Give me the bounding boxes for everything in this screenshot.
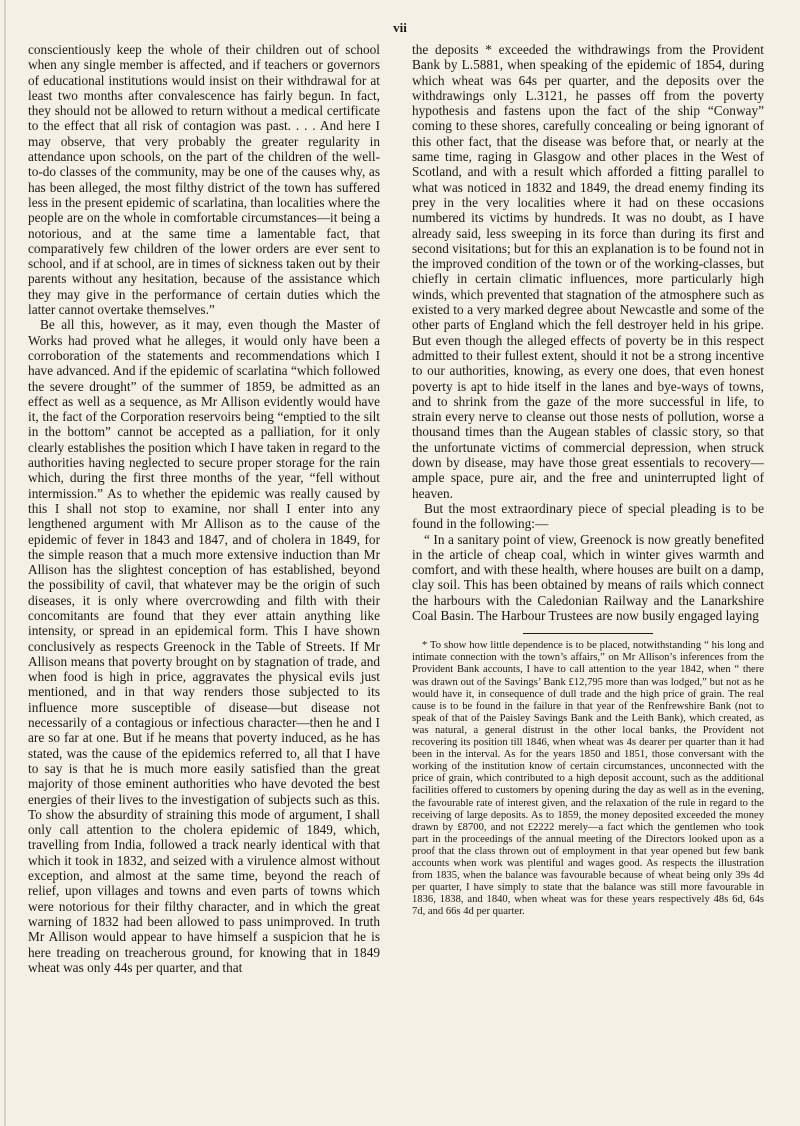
- right-paragraph-1: the deposits * exceeded the withdrawings from the Provident Bank by L.5881, when speaking of the epidemic of 1854, during which wheat was 64s per quarter, and the deposits over the withdrawings only L.3121, he passes off from the poverty hypothesis and fastens upon the fact of the ship “Conway” coming to these shores, carefully concealing or being ignorant of this other fact, that the disease was before that, or nearly at the same time, raging in Glasgow and other places in the West of Scotland, and with a result which afforded a fitting parallel to what was noticed in 1832 and 1849, the dread enemy finding its prey in the very localities where it had on these occasions numbered its victims by hundreds. It was no doubt, as I have already said, less sweeping in its force than during its first and second visitations; but for this an explanation is to be found not in the improved condition of the town or of the working-classes, but chiefly in certain climatic influences, more particularly high winds, which prevented that stagnation of the atmosphere such as existed to a very marked degree about Newcastle and some of the other parts of England which the fell destroyer held in his gripe. But even though the alleged effects of poverty be in this respect admitted to their fullest extent, should it not be a strong incentive to our authorities, knowing, as every one does, that even honest poverty is apt to hide itself in the lanes and bye-ways of towns, and to shrink from the gaze of the more successful in life, to strain every nerve to cleanse out those nests of pollution, worse a thousand times than the Augean stables of classic story, so that the unfortunate victims of commercial depression, when struck down by disease, may have those great essentials to recovery—ample space, pure air, and the free and uninterrupted light of heaven.: [412, 42, 764, 501]
- right-quotation: “ In a sanitary point of view, Greenock is now greatly benefited in the article of cheap coal, which in winter gives warmth and comfort, and with these health, where houses are built on a damp, clay soil. This has been obtained by means of rails which connect the harbours with the Caledonian Railway and the Lanarkshire Coal Basin. The Harbour Trustees are now busily engaged laying: [412, 531, 764, 623]
- right-paragraph-2: But the most extraordinary piece of special pleading is to be found in the following:—: [412, 500, 764, 532]
- left-paragraph-1: conscientiously keep the whole of their children out of school when any single member is affected, and if teachers or governors of educational institutions would insist on their withdrawal for at least two months after convalescence has fairly begun. In fact, they should not be allowed to return without a medical certificate to the effect that all risk of contagion was past. . . . And here I may observe, that very probably the greater regularity in attendance upon schools, on the part of the children of the well-to-do classes of the community, may be one of the causes why, as has been alleged, the most filthy district of the town has suffered less in the present epidemic of scarlatina, than localities where the people are on the whole in comfortable circumstances—it being a notorious, and at the same time a lamentable fact, that comparatively few children of the lower orders are ever sent to school, and if at school, are in times of sickness taken out by their parents without any hesitation, because of the assistance which they may give in the performance of certain duties which the latter cannot overtake themselves.”: [28, 42, 380, 318]
- page-gutter-shadow: [4, 0, 6, 1126]
- footnote-divider: [523, 633, 653, 634]
- footnote: * To show how little dependence is to be placed, notwithstanding “ his long and intimate connection with the town’s affairs,” on Mr Allison’s inferences from the Provident Bank accounts, I have to call attention to the year 1842, when “ there was drawn out of the Savings’ Bank £12,795 more than was lodged,” but not as he would have it, in consequence of dull trade and the high price of grain. The real cause is to be found in the failure in that year of the Renfrewshire Bank (not to speak of that of the Paisley Savings Bank and the Leith Bank), which created, as was natural, a general distrust in the other local banks, the Provident not recovering its position till 1846, when wheat was 4s dearer per quarter than it had been in the interval. As for the years 1850 and 1851, those conversant with the working of the institution know of certain circumstances, unconnected with the price of grain, which contributed to a high deposit account, such as the additional facilities offered to customers by opening during the day as well as in the evening, the favourable rate of interest given, and the relaxation of the rule in regard to the receiving of large deposits. As to 1859, the money deposited exceeded the money drawn by £8700, and not £2222 merely—a fact which the gentlemen who took part in the proceedings of the annual meeting of the Directors looked upon as a proof that the class thrown out of employment in that year opened but few bank accounts when work was plentiful and wages good. As respects the illustration from 1835, when the balance was favourable because of wheat being only 39s 4d per quarter, I have simply to state that the balance was still more favourable in 1836, 1838, and 1840, when wheat was for these years respectively 48s 6d, 64s 7d, and 66s 4d per quarter.: [412, 640, 764, 918]
- right-text-column: [412, 42, 764, 918]
- page-number: vii: [393, 20, 407, 35]
- left-text-column: [28, 42, 380, 975]
- left-paragraph-2: Be all this, however, as it may, even though the Master of Works had proved what he alleges, it would only have been a corroboration of the statements and recommendations which I have advanced. And if the epidemic of scarlatina “which followed the severe drought” of the summer of 1859, be admitted as an effect as well as a sequence, as Mr Allison evidently would have it, the fact of the Corporation reservoirs being “emptied to the silt in the bottom” cannot be accepted as a palliation, for it only clearly establishes the position which I have taken in regard to the authorities having neglected to secure proper storage for the rain which, during the first three months of the year, “fell without intermission.” As to whether the epidemic was really caused by this I shall not stop to examine, nor shall I enter into any lengthened argument with Mr Allison as to the cause of the epidemic of fever in 1843 and 1847, and of cholera in 1849, for the simple reason that a much more extensive induction than Mr Allison has the slightest conception of has established, beyond the possibility of cavil, that whatever may be the origin of such diseases, it is only where overcrowding and filth with their concomitants are found that they ever attain anything like intensity, or spread in an epidemical form. This I have shown conclusively as respects Greenock in the Table of Streets. If Mr Allison means that poverty brought on by stagnation of trade, and when food is high in price, aggravates the physical evils just mentioned, and in that way renders those subjected to its influence more susceptible of disease—but disease not necessarily of a contagious or infectious character—then he and I are so far at one. But if he means that poverty induced, as he has stated, was the cause of the epidemics referred to, all that I have to say is that he is much more easily satisfied than the great majority of those eminent authorities who have devoted the best energies of their lives to the investigation of subjects such as this. To show the absurdity of straining this mode of argument, I shall only call attention to the cholera epidemic of 1849, which, travelling from India, followed a track nearly identical with that which it took in 1832, and seized with a virulence almost without exception, and almost at the same time, beyond the reach of relief, upon villages and towns and even parts of towns which were notorious for their filthy character, and in which the great warning of 1832 had been allowed to pass unimproved. In truth Mr Allison would appear to have himself a suspicion that he is here treading on treacherous ground, for knowing that in 1849 wheat was only 44s per quarter, and that: [28, 317, 380, 975]
